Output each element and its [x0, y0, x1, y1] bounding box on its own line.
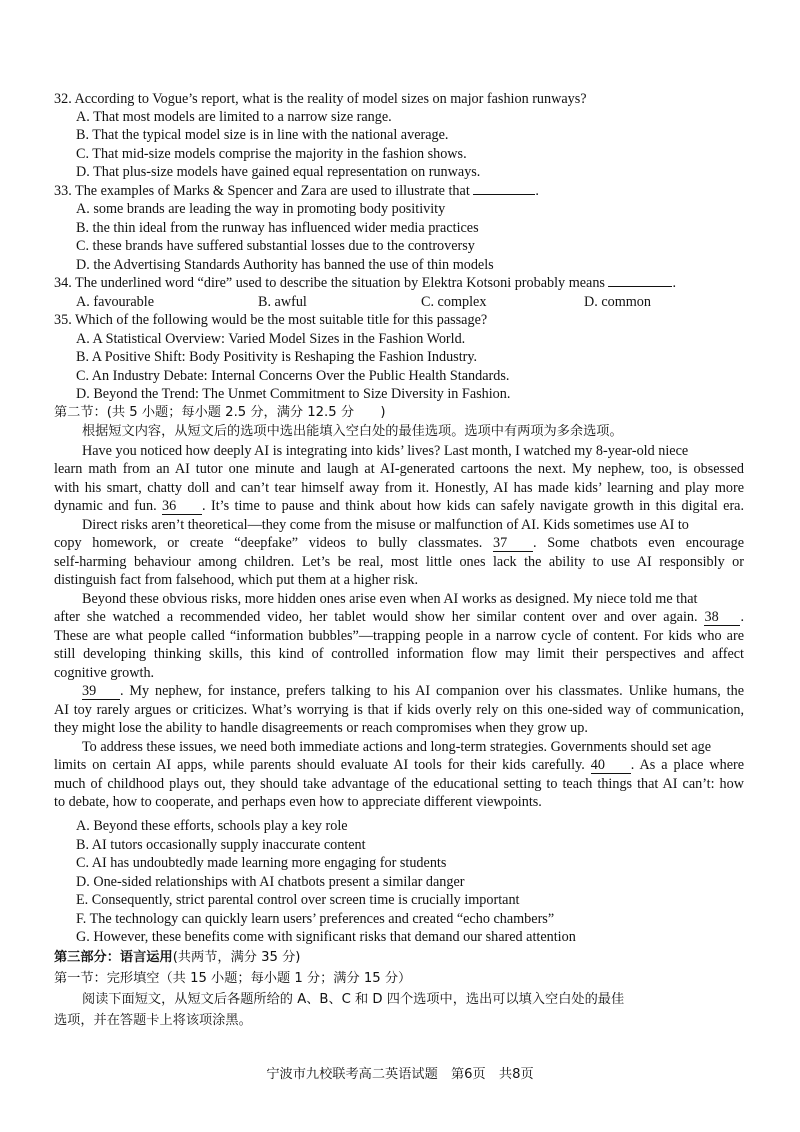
part-3-instruction-line-1: 阅读下面短文，从短文后各题所给的 A、B、C 和 D 四个选项中，选出可以填入空白处的最佳	[82, 992, 625, 1007]
question-32-option-a: A. That most models are limited to a narrow size range.	[76, 109, 392, 125]
choice-a: A. Beyond these efforts, schools play a key role	[76, 818, 348, 834]
paragraph-3-text-a: after she watched a recommended video, her tablet would show her similar content over and over again.	[54, 609, 698, 625]
paragraph-5-line-2	[54, 756, 744, 774]
paragraph-3-line-3: These are what people called “information bubbles”—trapping people in a narrow cycle of content. For kids who are	[54, 628, 744, 644]
blank-40: 40	[591, 758, 631, 774]
question-32-option-d: D. That plus-size models have gained equal representation on runways.	[76, 164, 481, 180]
paragraph-3-line-2	[54, 608, 744, 626]
answer-blank	[473, 194, 535, 195]
paragraph-1-text-b: . It’s time to pause and think about how kids can safely navigate growth in this digital era.	[202, 498, 745, 514]
paragraph-2-text-b: . Some chatbots even encourage	[533, 535, 744, 551]
question-33-option-c: C. these brands have suffered substantial losses due to the controversy	[76, 238, 475, 254]
question-32-option-b: B. That the typical model size is in line with the national average.	[76, 127, 449, 143]
part-3-heading-tail: (共两节，满分 35 分)	[172, 950, 301, 965]
question-33-option-d: D. the Advertising Standards Authority has banned the use of thin models	[76, 257, 494, 273]
question-32-stem: 32. According to Vogue’s report, what is the reality of model sizes on major fashion runways?	[54, 91, 587, 107]
paragraph-4-line-2: AI toy rarely argues or criticizes. What’s worrying is that if kids overly rely on this one-sided way of communication,	[54, 702, 744, 718]
choice-b: B. AI tutors occasionally supply inaccurate content	[76, 837, 366, 853]
paragraph-3-line-1: Beyond these obvious risks, more hidden ones arise even when AI works as designed. My niece told me that	[82, 591, 698, 607]
question-34-option-b: B. awful	[258, 294, 307, 310]
paragraph-3-line-4: still developing thinking skills, this kind of controlled information flow may limit their perspectives and affect	[54, 646, 744, 662]
question-34-option-c: C. complex	[421, 294, 487, 310]
paragraph-2-line-3: self-harming behaviour among children. Let’s be real, most little ones lack the ability to use AI responsibly or	[54, 554, 744, 570]
choice-f: F. The technology can quickly learn users’ preferences and created “echo chambers”	[76, 911, 555, 927]
section-2-instruction: 根据短文内容，从短文后的选项中选出能填入空白处的最佳选项。选项中有两项为多余选项。	[82, 424, 623, 439]
paragraph-2-line-1: Direct risks aren’t theoretical—they come from the misuse or malfunction of AI. Kids sometimes use AI to	[82, 517, 689, 533]
question-33-stem-text: 33. The examples of Marks & Spencer and Zara are used to illustrate that	[54, 183, 470, 199]
paragraph-5-line-1: To address these issues, we need both immediate actions and long-term strategies. Governments should set age	[82, 739, 712, 755]
paragraph-5-line-4: to debate, how to cooperate, and perhaps even how to appreciate different viewpoints.	[54, 794, 542, 810]
choice-d: D. One-sided relationships with AI chatbots present a similar danger	[76, 874, 465, 890]
paragraph-5-line-3: much of childhood plays out, they should take advantage of the educational setting to teach things that AI can’t: how	[54, 776, 744, 792]
question-35-option-c: C. An Industry Debate: Internal Concerns Over the Public Health Standards.	[76, 368, 510, 384]
paragraph-2-line-2	[54, 534, 744, 552]
part-3-subheading: 第一节：完形填空（共 15 小题；每小题 1 分；满分 15 分）	[54, 971, 412, 986]
paragraph-4-line-3: they might lose the ability to handle disagreements or reach compromises when they grow up.	[54, 720, 588, 736]
blank-37: 37	[493, 536, 533, 552]
blank-36: 36	[162, 499, 202, 515]
paragraph-2-line-4: distinguish fact from falsehood, which put them at a higher risk.	[54, 572, 419, 588]
question-32-option-c: C. That mid-size models comprise the majority in the fashion shows.	[76, 146, 467, 162]
page-footer: 宁波市九校联考高二英语试题 第6页 共8页	[266, 1067, 534, 1082]
paragraph-1-line-2: learn math from an AI tutor one minute and laugh at AI-generated cartoons the next. My nephew, too, is obsessed	[54, 461, 744, 477]
question-34-option-d: D. common	[584, 294, 651, 310]
question-35-stem: 35. Which of the following would be the most suitable title for this passage?	[54, 312, 488, 328]
question-33-stem	[54, 182, 539, 200]
paragraph-1-line-4	[54, 497, 744, 515]
paragraph-1-line-1: Have you noticed how deeply AI is integrating into kids’ lives? Last month, I watched my 8-year-old niece	[82, 443, 689, 459]
paragraph-5-text-b: . As a place where	[630, 757, 745, 773]
blank-38: 38	[704, 610, 740, 626]
choice-e: E. Consequently, strict parental control over screen time is crucially important	[76, 892, 520, 908]
paragraph-3-text-b: .	[740, 609, 745, 625]
part-3-heading	[54, 949, 300, 967]
part-3-instruction-line-2: 选项，并在答题卡上将该项涂黑。	[54, 1013, 252, 1028]
question-34-option-a: A. favourable	[76, 294, 154, 310]
part-3-heading-title: 第三部分：语言运用	[54, 950, 173, 965]
paragraph-1-text-a: dynamic and fun.	[54, 498, 157, 514]
question-35-option-a: A. A Statistical Overview: Varied Model Sizes in the Fashion World.	[76, 331, 466, 347]
question-33-option-b: B. the thin ideal from the runway has influenced wider media practices	[76, 220, 479, 236]
question-34-stem-text: 34. The underlined word “dire” used to describe the situation by Elektra Kotsoni probably means	[54, 275, 605, 291]
choice-c: C. AI has undoubtedly made learning more engaging for students	[76, 855, 447, 871]
paragraph-1-line-3: with his smart, chatty doll and can’t tear himself away from it. Honestly, AI has made kids’ learning and play more	[54, 480, 744, 496]
question-33-stem-end: .	[535, 183, 539, 199]
paragraph-5-text-a: limits on certain AI apps, while parents should evaluate AI tools for their kids carefully.	[54, 757, 585, 773]
paragraph-2-text-a: copy homework, or create “deepfake” videos to bully classmates.	[54, 535, 483, 551]
question-33-option-a: A. some brands are leading the way in promoting body positivity	[76, 201, 446, 217]
section-2-heading: 第二节：(共 5 小题；每小题 2.5 分，满分 12.5 分 )	[54, 405, 386, 420]
question-34-stem	[54, 274, 676, 292]
paragraph-4-line-1	[82, 682, 744, 700]
blank-39: 39	[82, 684, 120, 700]
question-34-options	[76, 293, 651, 311]
choice-g: G. However, these benefits come with significant risks that demand our shared attention	[76, 929, 576, 945]
paragraph-4-text-a: . My nephew, for instance, prefers talking to his AI companion over his classmates. Unlike humans, the	[120, 683, 744, 699]
paragraph-3-line-5: cognitive growth.	[54, 665, 155, 681]
answer-blank	[608, 286, 672, 287]
question-34-stem-end: .	[672, 275, 677, 291]
question-35-option-b: B. A Positive Shift: Body Positivity is Reshaping the Fashion Industry.	[76, 349, 478, 365]
question-35-option-d: D. Beyond the Trend: The Unmet Commitment to Size Diversity in Fashion.	[76, 386, 511, 402]
